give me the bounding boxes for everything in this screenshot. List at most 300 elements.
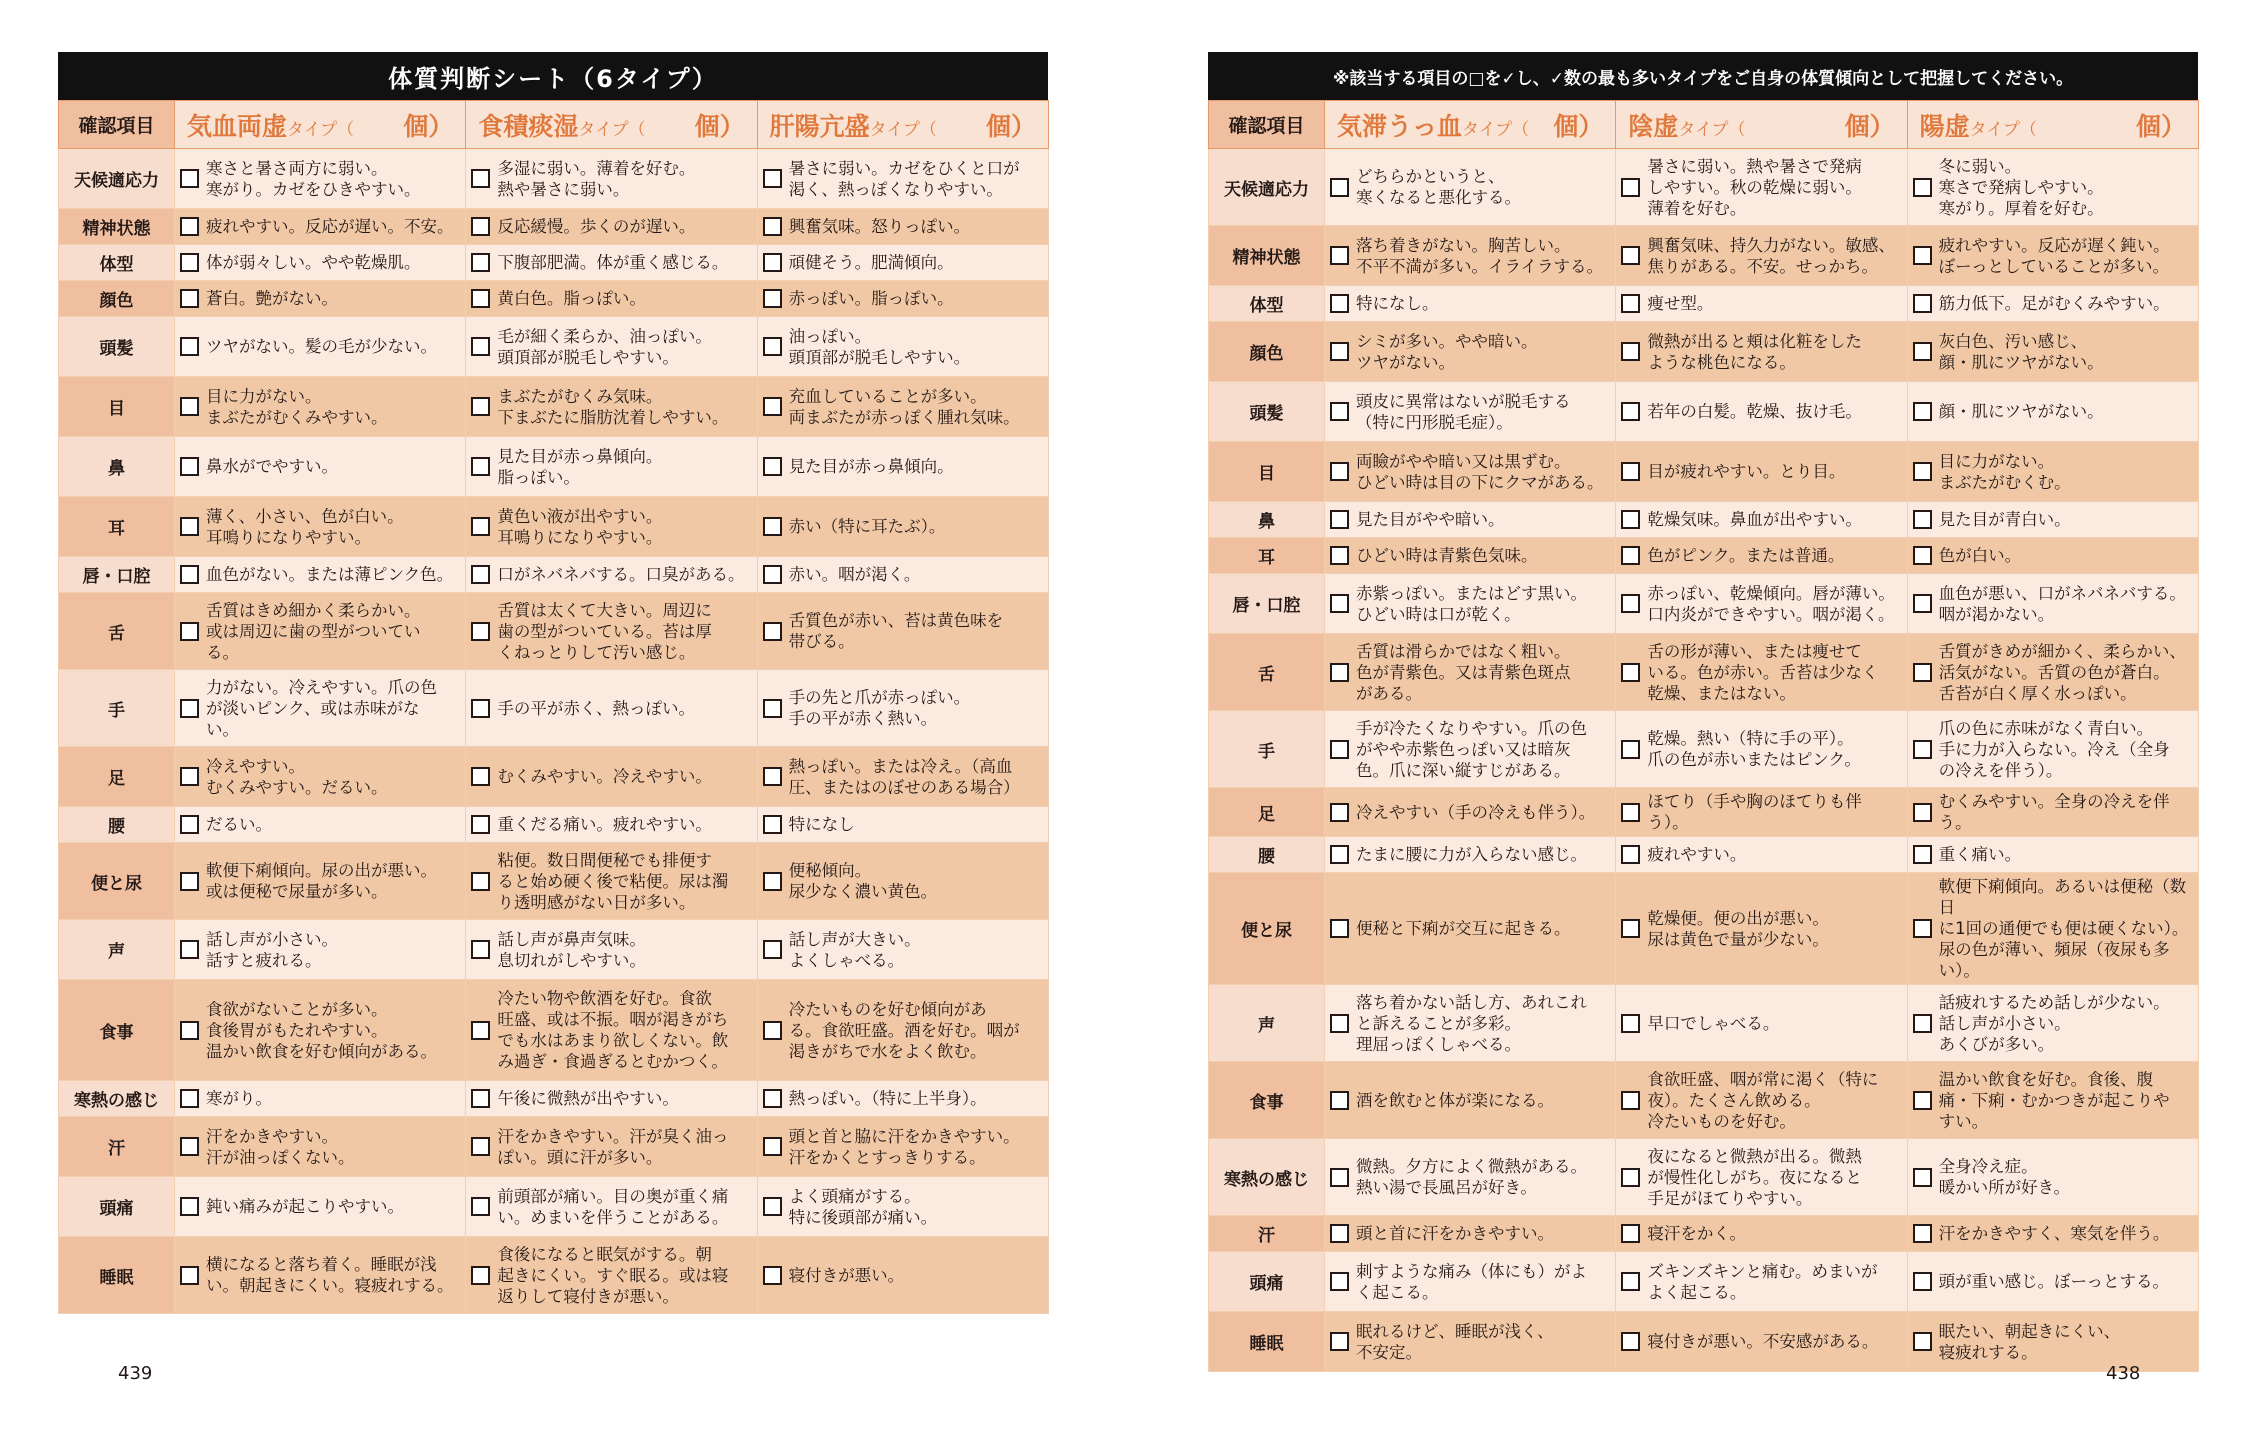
cell-text: 微熱。夕方によく微熱がある。 熱い湯で長風呂が好き。 [1356, 1157, 1587, 1197]
checkbox[interactable] [180, 940, 199, 959]
checkbox[interactable] [180, 699, 199, 718]
cell-text: 興奮気味。怒りっぽい。 [788, 217, 971, 236]
row-label: 目 [1209, 442, 1325, 502]
cell-text: 食欲がないことが多い。 食後胃がもたれやすい。 温かい飲食を好む傾向がある。 [206, 999, 437, 1061]
cell-text: 話し声が鼻声気味。 息切れがしやすい。 [497, 929, 646, 970]
cell-text: 寝汗をかく。 [1647, 1224, 1746, 1243]
check-cell [1616, 286, 1907, 322]
cell-text: 汗をかきやすく、寒気を伴う。 [1938, 1224, 2170, 1243]
checkbox[interactable] [763, 169, 782, 188]
checkbox[interactable] [1621, 1091, 1640, 1110]
cell-text: 目に力がない。 まぶたがむくむ。 [1938, 451, 2071, 492]
checkbox[interactable] [471, 289, 490, 308]
table-row [1209, 1252, 2199, 1312]
check-cell [1616, 788, 1907, 837]
checkbox[interactable] [1621, 178, 1640, 197]
checkbox[interactable] [1913, 342, 1932, 361]
checkbox[interactable] [1330, 594, 1349, 613]
type-header: 陽虚タイプ（ 個） [1907, 101, 2198, 149]
checkbox[interactable] [1621, 1224, 1640, 1243]
table-row [59, 209, 1049, 245]
checkbox[interactable] [471, 1197, 490, 1216]
checkbox[interactable] [180, 253, 199, 272]
checkbox[interactable] [471, 397, 490, 416]
row-label: 耳 [1209, 538, 1325, 574]
check-cell [1616, 1252, 1907, 1312]
checkbox[interactable] [180, 1089, 199, 1108]
checkbox[interactable] [1330, 845, 1349, 864]
check-cell [1325, 985, 1616, 1062]
check-cell [466, 807, 757, 843]
checkbox[interactable] [180, 565, 199, 584]
row-label: 食事 [59, 980, 175, 1081]
check-cell [1907, 1216, 2198, 1252]
row-label: 声 [1209, 985, 1325, 1062]
cell-text: 油っぽい。 頭頂部が脱毛しやすい。 [788, 326, 971, 367]
table-row [59, 670, 1049, 747]
checkbox[interactable] [1621, 510, 1640, 529]
check-cell [1907, 873, 2198, 985]
cell-text: 刺すような痛み（体にも）がよ く起こる。 [1356, 1261, 1587, 1302]
cell-text: だるい。 [206, 815, 272, 834]
checkbox[interactable] [471, 767, 490, 786]
checkbox[interactable] [1621, 546, 1640, 565]
check-cell [1907, 634, 2198, 711]
cell-text: 食欲旺盛、咽が常に渇く（特に 夜）。たくさん飲める。 冷たいものを好む。 [1647, 1069, 1879, 1131]
checkbox[interactable] [1621, 1332, 1640, 1351]
checkbox[interactable] [1621, 1014, 1640, 1033]
check-cell [757, 980, 1048, 1081]
table-header [59, 101, 1049, 149]
check-cell [466, 920, 757, 980]
checkbox[interactable] [471, 1137, 490, 1156]
check-cell [757, 497, 1048, 557]
checkbox[interactable] [763, 253, 782, 272]
type-header: 食積痰湿タイプ（ 個） [466, 101, 757, 149]
checkbox[interactable] [763, 289, 782, 308]
check-cell [1325, 788, 1616, 837]
cell-text: 薄く、小さい、色が白い。 耳鳴りになりやすい。 [206, 506, 404, 547]
check-cell [1616, 634, 1907, 711]
row-label: 足 [59, 747, 175, 807]
checkbox[interactable] [471, 337, 490, 356]
cell-text: むくみやすい。冷えやすい。 [497, 767, 712, 786]
checkbox[interactable] [471, 253, 490, 272]
check-cell [466, 843, 757, 920]
check-cell [1616, 226, 1907, 286]
check-cell [1907, 538, 2198, 574]
table-row [59, 149, 1049, 209]
checkbox[interactable] [1621, 462, 1640, 481]
checkbox[interactable] [1330, 342, 1349, 361]
checkbox[interactable] [1913, 919, 1932, 938]
checkbox[interactable] [1330, 1091, 1349, 1110]
checkbox[interactable] [1330, 663, 1349, 682]
row-label: 鼻 [59, 437, 175, 497]
check-cell [1325, 322, 1616, 382]
check-cell [1325, 634, 1616, 711]
checkbox[interactable] [1330, 919, 1349, 938]
table-row [1209, 502, 2199, 538]
check-cell [1907, 1139, 2198, 1216]
checkbox[interactable] [1913, 402, 1932, 421]
table-row [1209, 873, 2199, 985]
checkbox[interactable] [180, 1197, 199, 1216]
cell-text: 汗をかきやすい。 汗が油っぽくない。 [206, 1126, 355, 1167]
checkbox[interactable] [180, 1266, 199, 1285]
table-row [1209, 1216, 2199, 1252]
checkbox[interactable] [1330, 546, 1349, 565]
check-cell [1907, 985, 2198, 1062]
check-cell [757, 1117, 1048, 1177]
checkbox[interactable] [471, 622, 490, 641]
cell-text: 多湿に弱い。薄着を好む。 熱や暑さに弱い。 [497, 158, 696, 199]
table-row [1209, 538, 2199, 574]
header-label: 確認項目 [59, 101, 175, 149]
check-cell [1325, 502, 1616, 538]
cell-text: よく頭痛がする。 特に後頭部が痛い。 [788, 1186, 938, 1227]
constitution-table-left [58, 100, 1049, 1314]
cell-text: 寒さと暑さ両方に弱い。 寒がり。カゼをひきやすい。 [206, 158, 421, 199]
checkbox[interactable] [1621, 803, 1640, 822]
row-label: 腰 [59, 807, 175, 843]
check-cell [466, 593, 757, 670]
cell-text: 乾燥。熱い（特に手の平）。 爪の色が赤いまたはピンク。 [1647, 729, 1861, 769]
checkbox[interactable] [1913, 845, 1932, 864]
row-label: 精神状態 [59, 209, 175, 245]
check-cell [175, 807, 466, 843]
checkbox[interactable] [763, 815, 782, 834]
checkbox[interactable] [1330, 462, 1349, 481]
cell-text: 舌質色が赤い、苔は黄色味を 帯びる。 [788, 611, 1004, 651]
check-cell [1325, 538, 1616, 574]
checkbox[interactable] [1621, 246, 1640, 265]
check-cell [1907, 442, 2198, 502]
checkbox[interactable] [763, 337, 782, 356]
checkbox[interactable] [471, 872, 490, 891]
row-label: 体型 [59, 245, 175, 281]
check-cell [1907, 1252, 2198, 1312]
row-label: 天候適応力 [59, 149, 175, 209]
table-row [59, 557, 1049, 593]
table-row [59, 920, 1049, 980]
checkbox[interactable] [180, 872, 199, 891]
checkbox[interactable] [180, 457, 199, 476]
checkbox[interactable] [471, 815, 490, 834]
checkbox[interactable] [763, 565, 782, 584]
checkbox[interactable] [1913, 803, 1932, 822]
check-cell [466, 980, 757, 1081]
table-row [59, 377, 1049, 437]
cell-text: どちらかというと、 寒くなると悪化する。 [1356, 167, 1521, 207]
row-label: 腰 [1209, 837, 1325, 873]
check-cell [1616, 1312, 1907, 1372]
check-cell [466, 149, 757, 209]
checkbox[interactable] [763, 1266, 782, 1285]
checkbox[interactable] [763, 767, 782, 786]
checkbox[interactable] [1621, 342, 1640, 361]
checkbox[interactable] [180, 217, 199, 236]
cell-text: 全身冷え症。 暖かい所が好き。 [1938, 1157, 2070, 1197]
checkbox[interactable] [471, 517, 490, 536]
cell-text: 見た目が赤っ鼻傾向。 脂っぽい。 [497, 446, 663, 487]
cell-text: 色が白い。 [1938, 546, 2022, 565]
checkbox[interactable] [180, 767, 199, 786]
table-row [1209, 711, 2199, 788]
row-label: 顔色 [59, 281, 175, 317]
row-label: 舌 [1209, 634, 1325, 711]
checkbox[interactable] [471, 565, 490, 584]
checkbox[interactable] [763, 457, 782, 476]
cell-text: 血色がない。または薄ピンク色。 [206, 565, 454, 584]
checkbox[interactable] [1621, 1168, 1640, 1187]
checkbox[interactable] [1913, 1014, 1932, 1033]
cell-text: ひどい時は青紫色気味。 [1356, 546, 1538, 565]
table-row [1209, 286, 2199, 322]
checkbox[interactable] [1913, 1224, 1932, 1243]
check-cell [1616, 985, 1907, 1062]
checkbox[interactable] [1330, 1272, 1349, 1291]
cell-text: 早口でしゃべる。 [1647, 1013, 1780, 1033]
checkbox[interactable] [180, 337, 199, 356]
checkbox[interactable] [1621, 594, 1640, 613]
table-row [59, 980, 1049, 1081]
cell-text: 黄白色。脂っぽい。 [497, 289, 646, 308]
checkbox[interactable] [763, 1089, 782, 1108]
checkbox[interactable] [471, 1089, 490, 1108]
checkbox[interactable] [763, 1021, 782, 1040]
checkbox[interactable] [471, 940, 490, 959]
checkbox[interactable] [763, 872, 782, 891]
check-cell [1325, 1312, 1616, 1372]
checkbox[interactable] [1913, 546, 1932, 565]
row-label: 声 [59, 920, 175, 980]
check-cell [466, 1177, 757, 1237]
checkbox[interactable] [1621, 663, 1640, 682]
table-row [1209, 442, 2199, 502]
cell-text: 舌質はきめ細かく柔らかい。 或は周辺に歯の型がついてい る。 [206, 600, 421, 662]
checkbox[interactable] [1621, 919, 1640, 938]
check-cell [175, 281, 466, 317]
check-cell [1616, 502, 1907, 538]
checkbox[interactable] [471, 1266, 490, 1285]
cell-text: 黄色い液が出やすい。 耳鳴りになりやすい。 [497, 506, 663, 547]
check-cell [757, 149, 1048, 209]
checkbox[interactable] [763, 622, 782, 641]
checkbox[interactable] [1913, 1332, 1932, 1351]
check-cell [466, 557, 757, 593]
checkbox[interactable] [763, 1137, 782, 1156]
checkbox[interactable] [471, 1021, 490, 1040]
cell-text: 冬に弱い。 寒さで発病しやすい。 寒がり。厚着を好む。 [1938, 156, 2104, 218]
checkbox[interactable] [1913, 462, 1932, 481]
check-cell [1907, 322, 2198, 382]
cell-text: 粘便。数日間便秘でも排便す ると始め硬く後で粘便。尿は濁 り透明感がない日が多い。 [497, 850, 729, 912]
table-row [59, 437, 1049, 497]
checkbox[interactable] [763, 217, 782, 236]
cell-text: 色がピンク。または普通。 [1647, 546, 1845, 565]
checkbox[interactable] [1330, 1014, 1349, 1033]
cell-text: 寝付きが悪い。 [788, 1265, 905, 1285]
checkbox[interactable] [1330, 1332, 1349, 1351]
checkbox[interactable] [1330, 294, 1349, 313]
checkbox[interactable] [1913, 663, 1932, 682]
checkbox[interactable] [471, 457, 490, 476]
table-row [1209, 574, 2199, 634]
checkbox[interactable] [1330, 803, 1349, 822]
checkbox[interactable] [1330, 1168, 1349, 1187]
row-label: 便と尿 [59, 843, 175, 920]
right-page [1208, 52, 2198, 1372]
checkbox[interactable] [1621, 740, 1640, 759]
check-cell [175, 1177, 466, 1237]
table-row [1209, 1312, 2199, 1372]
checkbox[interactable] [1330, 178, 1349, 197]
table-row [1209, 837, 2199, 873]
cell-text: むくみやすい。全身の冷えを伴う。 [1938, 792, 2170, 832]
checkbox[interactable] [180, 397, 199, 416]
checkbox[interactable] [471, 217, 490, 236]
cell-text: 赤い。咽が渇く。 [788, 565, 921, 584]
checkbox[interactable] [1621, 294, 1640, 313]
cell-text: 見た目が赤っ鼻傾向。 [788, 457, 954, 476]
cell-text: 赤っぽい、乾燥傾向。唇が薄い。 口内炎ができやすい。咽が渇く。 [1647, 583, 1895, 624]
row-label: 睡眠 [59, 1237, 175, 1314]
checkbox[interactable] [1621, 845, 1640, 864]
checkbox[interactable] [1621, 402, 1640, 421]
row-label: 寒熱の感じ [59, 1081, 175, 1117]
check-cell [1907, 286, 2198, 322]
cell-text: たまに腰に力が入らない感じ。 [1356, 845, 1587, 864]
table-row [1209, 634, 2199, 711]
checkbox[interactable] [180, 169, 199, 188]
table-row [59, 843, 1049, 920]
cell-text: 冷たいものを好む傾向があ る。食欲旺盛。酒を好む。咽が 渇きがちで水をよく飲む。 [788, 999, 1020, 1061]
check-cell [757, 1177, 1048, 1237]
check-cell [1907, 788, 2198, 837]
check-cell [175, 557, 466, 593]
cell-text: 鼻水がでやすい。 [206, 457, 338, 476]
checkbox[interactable] [180, 1137, 199, 1156]
check-cell [757, 437, 1048, 497]
check-cell [1616, 538, 1907, 574]
check-cell [1907, 574, 2198, 634]
checkbox[interactable] [763, 397, 782, 416]
checkbox[interactable] [1913, 740, 1932, 759]
cell-text: 鈍い痛みが起こりやすい。 [206, 1197, 404, 1216]
cell-text: 暑さに弱い。カゼをひくと口が 渇く、熱っぽくなりやすい。 [788, 158, 1020, 199]
cell-text: 下腹部肥満。体が重く感じる。 [497, 253, 729, 272]
cell-text: 寒がり。 [206, 1089, 272, 1108]
checkbox[interactable] [763, 517, 782, 536]
checkbox[interactable] [1913, 178, 1932, 197]
check-cell [1907, 1062, 2198, 1139]
checkbox[interactable] [1913, 510, 1932, 529]
check-cell [466, 377, 757, 437]
cell-text: 反応緩慢。歩くのが遅い。 [497, 217, 696, 236]
checkbox[interactable] [1330, 246, 1349, 265]
cell-text: 話し声が大きい。 よくしゃべる。 [788, 929, 921, 970]
cell-text: 頑健そう。肥満傾向。 [788, 253, 954, 272]
checkbox[interactable] [180, 815, 199, 834]
check-cell [757, 557, 1048, 593]
row-label: 唇・口腔 [1209, 574, 1325, 634]
check-cell [175, 1117, 466, 1177]
cell-text: 赤紫っぽい。またはどす黒い。 ひどい時は口が乾く。 [1356, 583, 1587, 624]
table-row [59, 497, 1049, 557]
checkbox[interactable] [763, 1197, 782, 1216]
checkbox[interactable] [1330, 1224, 1349, 1243]
check-cell [175, 497, 466, 557]
table-row [1209, 322, 2199, 382]
row-label: 手 [59, 670, 175, 747]
row-label: 頭髪 [1209, 382, 1325, 442]
check-cell [757, 1237, 1048, 1314]
cell-text: 手の平が赤く、熱っぽい。 [497, 698, 695, 718]
check-cell [757, 1081, 1048, 1117]
check-cell [1616, 322, 1907, 382]
cell-text: 特になし。 [1356, 294, 1439, 313]
checkbox[interactable] [180, 622, 199, 641]
cell-text: 夜になると微熱が出る。微熱 が慢性化しがち。夜になると 手足がほてりやすい。 [1647, 1146, 1862, 1208]
check-cell [1616, 1062, 1907, 1139]
checkbox[interactable] [1913, 1168, 1932, 1187]
check-cell [1616, 873, 1907, 985]
row-label: 頭痛 [1209, 1252, 1325, 1312]
checkbox[interactable] [471, 699, 490, 718]
table-row [1209, 1139, 2199, 1216]
row-label: 汗 [1209, 1216, 1325, 1252]
row-label: 汗 [59, 1117, 175, 1177]
table-row [59, 1237, 1049, 1314]
check-cell [466, 317, 757, 377]
checkbox[interactable] [180, 517, 199, 536]
cell-text: 赤い（特に耳たぶ）。 [788, 517, 946, 536]
cell-text: 軟便下痢傾向。あるいは便秘（数日 に1回の通便でも便は硬くない）。 尿の色が薄い、頻尿（夜尿も多い）。 [1938, 877, 2189, 980]
page-number-left: 439 [118, 1363, 153, 1384]
check-cell [1907, 1312, 2198, 1372]
checkbox[interactable] [180, 1021, 199, 1040]
checkbox[interactable] [763, 940, 782, 959]
checkbox[interactable] [1330, 510, 1349, 529]
row-label: 耳 [59, 497, 175, 557]
cell-text: 手の先と爪が赤っぽい。 手の平が赤く熱い。 [788, 688, 971, 728]
checkbox[interactable] [1913, 246, 1932, 265]
check-cell [466, 281, 757, 317]
cell-text: 頭と首と脇に汗をかきやすい。 汗をかくとすっきりする。 [788, 1126, 1020, 1167]
check-cell [1325, 1216, 1616, 1252]
checkbox[interactable] [1330, 402, 1349, 421]
check-cell [1325, 149, 1616, 226]
checkbox[interactable] [180, 289, 199, 308]
cell-text: 重く痛い。 [1938, 845, 2022, 864]
checkbox[interactable] [1330, 740, 1349, 759]
cell-text: 顔・肌にツヤがない。 [1938, 402, 2104, 421]
checkbox[interactable] [471, 169, 490, 188]
cell-text: 温かい飲食を好む。食後、腹 痛・下痢・むかつきが起こりや すい。 [1938, 1069, 2170, 1131]
row-label: 足 [1209, 788, 1325, 837]
cell-text: 冷えやすい。 むくみやすい。だるい。 [206, 756, 388, 797]
checkbox[interactable] [1621, 1272, 1640, 1291]
checkbox[interactable] [1913, 594, 1932, 613]
cell-text: 乾燥気味。鼻血が出やすい。 [1647, 510, 1862, 529]
checkbox[interactable] [763, 699, 782, 718]
check-cell [757, 245, 1048, 281]
checkbox[interactable] [1913, 1091, 1932, 1110]
checkbox[interactable] [1913, 294, 1932, 313]
checkbox[interactable] [1913, 1272, 1932, 1291]
cell-text: 口がネバネバする。口臭がある。 [497, 565, 745, 584]
